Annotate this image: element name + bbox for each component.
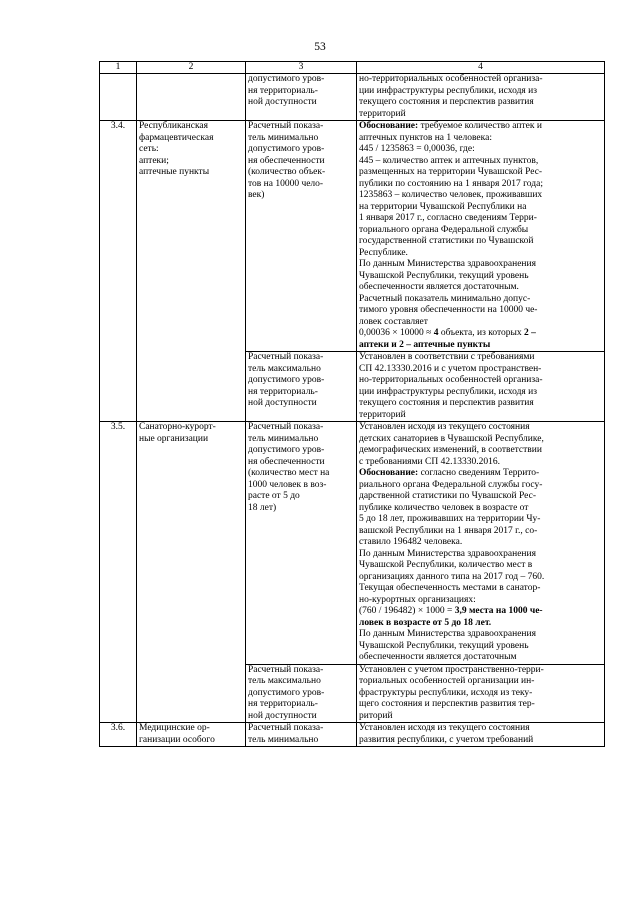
header-col-2: 2 [137,62,246,74]
bold-value: 2 – аптеки и 2 – аптечные пункты [359,328,536,350]
paragraph: 1235863 – количество человек, проживавших на территории Чувашской Республики на 1 января 2017 г., согласно сведениям Терри- ториального органа Федеральной службы государственной статистики по Чувашской Республике. [359,190,543,258]
paragraph [359,328,602,351]
paragraph: 445 – количество аптек и аптечных пунктов, размещенных на территории Чувашской Рес- публики по состоянию на 1 января 2017 года; [359,155,543,189]
cell-description: Установлен исходя из текущего состояния развития республики, с учетом требований [357,723,605,747]
cell-indicator: допустимого уров- ня территориаль- ной доступности [246,74,357,121]
bold-value: 3,9 места на 1000 че- ловек в возрасте от 5 до 18 лет. [359,606,543,628]
text: согласно сведениям Террито- риального органа Федеральной службы госу- дарственной статистики по Чувашской Рес- публике количество человек в возрасте от 5 до 18 лет, проживавших на территории Чу- вашской Республики на 1 января 2017 г., со- ставило 196482 человека. [359,468,543,547]
page-number: 53 [314,41,326,53]
paragraph: Установлен исходя из текущего состояния детских санаториев в Чувашской Республике, демографических изменений, в соответствии с требованиями СП 42.13330.2016. [359,422,544,467]
cell-description: но-территориальных особенностей организа- ции инфраструктуры республики, исходя из текущего состояния и перспектив развития территорий [357,74,605,121]
cell-description [357,422,605,665]
paragraph [359,468,602,549]
table-header-row [100,62,605,74]
text: (760 / 196482) × 1000 = [359,606,455,616]
cell-description: Установлен в соответствии с требованиями СП 42.13330.2016 и с учетом пространствен- но-территориальных особенностей организа- ции инфраструктуры республики, исходя из текущего состояния и перспектив развития территорий [357,352,605,422]
document-table [99,61,605,747]
paragraph [359,121,602,144]
cell-indicator: Расчетный показа- тель максимально допустимого уров- ня территориаль- ной доступности [246,664,357,723]
cell-indicator: Расчетный показа- тель минимально допустимого уров- ня обеспеченности (количество мест на 1000 человек в воз- расте от 5 до 18 лет) [246,422,357,665]
text: требуемое количество аптек и аптечных пунктов на 1 человека: [359,121,542,143]
cell-description [357,121,605,352]
header-col-3: 3 [246,62,357,74]
cell-indicator: Расчетный показа- тель минимально допустимого уров- ня обеспеченности (количество объек- тов на 10000 чело- век) [246,121,357,352]
paragraph: Текущая обеспеченность местами в санатор- но-курортных организациях: [359,583,541,605]
cell-name [137,74,246,121]
text: 0,00036 × 10000 ≈ [359,328,434,338]
bold-value: 4 [433,328,439,338]
table-row [100,422,605,665]
paragraph: По данным Министерства здравоохранения Чувашской Республики, текущий уровень обеспеченности является достаточным [359,629,536,662]
text: объекта, из которых [438,328,525,338]
paragraph: 445 / 1235863 = 0,00036, где: [359,144,475,154]
cell-num: 3.5. [100,422,137,723]
header-col-1: 1 [100,62,137,74]
cell-num [100,74,137,121]
cell-indicator: Расчетный показа- тель минимально [246,723,357,747]
paragraph: По данным Министерства здравоохранения Чувашской Республики, количество мест в организациях данного типа на 2017 год – 760. [359,548,545,582]
bold-label: Обоснование: [359,468,419,478]
paragraph [359,606,602,629]
bold-label: Обоснование: [359,121,419,131]
cell-name: Медицинские ор- ганизации особого [137,723,246,747]
cell-num: 3.6. [100,723,137,747]
cell-indicator: Расчетный показа- тель максимально допустимого уров- ня территориаль- ной доступности [246,352,357,422]
cell-description: Установлен с учетом пространственно-терри- ториальных особенностей организации ин- фраструктуры республики, исходя из теку- щего состояния и перспектив развития тер- риторий [357,664,605,723]
cell-name: Санаторно-курорт- ные организации [137,422,246,723]
table-row [100,74,605,121]
cell-name: Республиканская фармацевтическая сеть: аптеки; аптечные пункты [137,121,246,422]
header-col-4: 4 [357,62,605,74]
paragraph: По данным Министерства здравоохранения Чувашской Республики, текущий уровень обеспеченности является достаточным. [359,259,536,292]
table-row [100,121,605,352]
paragraph: Расчетный показатель минимально допус- тимого уровня обеспеченности на 10000 че- ловек составляет [359,293,538,327]
table-row [100,723,605,747]
cell-num: 3.4. [100,121,137,422]
